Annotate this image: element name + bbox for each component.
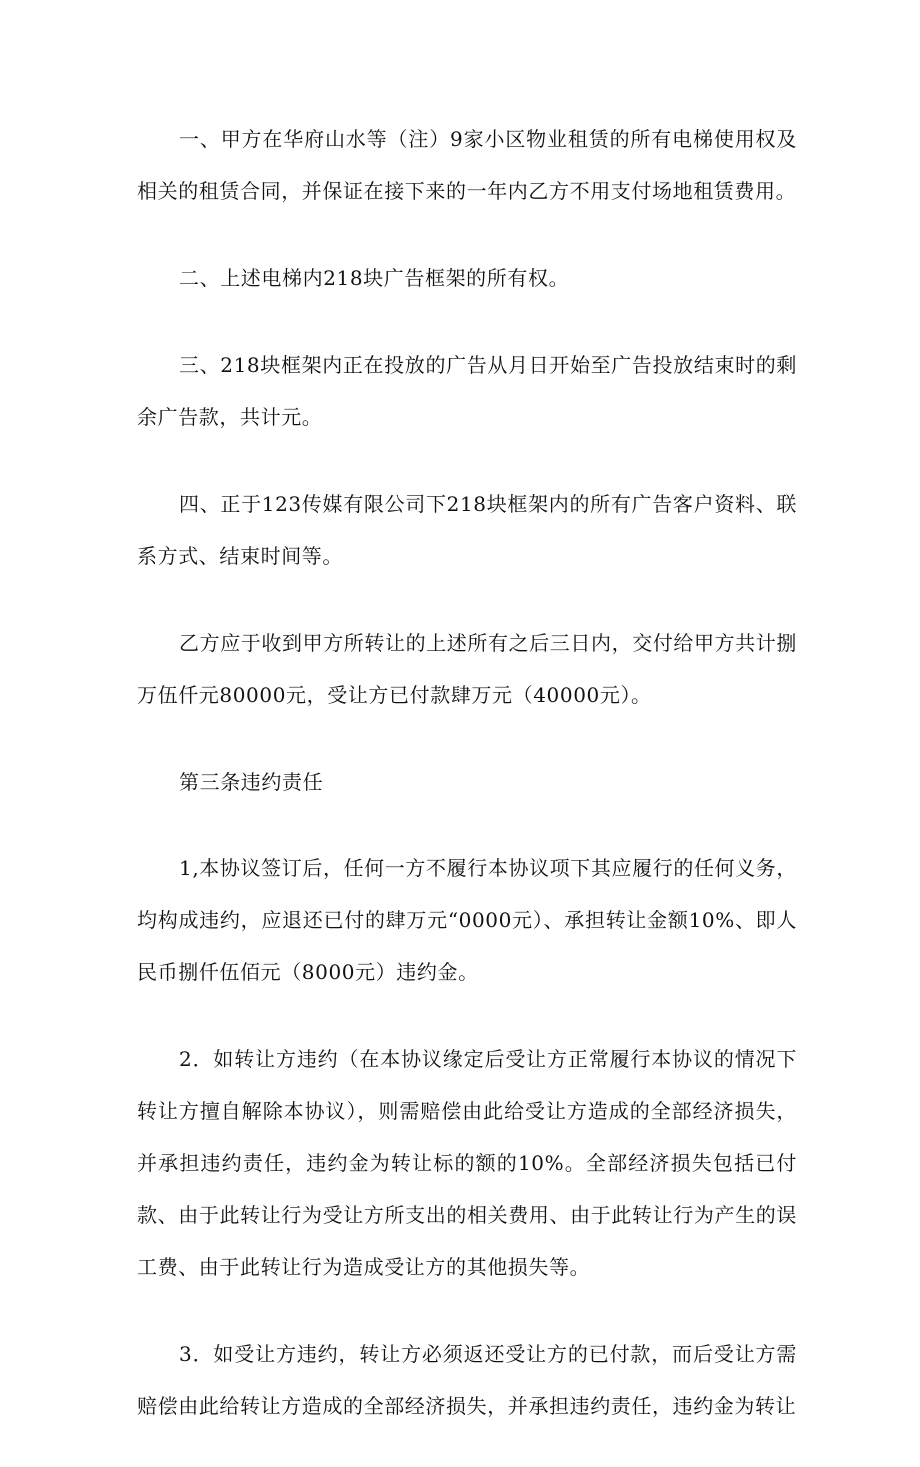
clause-1: 1,本协议签订后，任何一方不履行本协议项下其应履行的任何义务，均构成违约，应退还已付的肆万元“0000元）、承担转让金额10%、即人民币捌仟伍佰元（8000元）违约金。 — [137, 856, 797, 984]
paragraph-item-3: 三、218块框架内正在投放的广告从月日开始至广告投放结束时的剩余广告款，共计元。 — [137, 353, 797, 429]
document-body — [137, 113, 797, 1467]
paragraph-item-2: 二、上述电梯内218块广告框架的所有权。 — [179, 266, 570, 290]
paragraph-item-1: 一、甲方在华府山水等（注）9家小区物业租赁的所有电梯使用权及相关的租赁合同，并保证在接下来的一年内乙方不用支付场地租赁费用。 — [137, 127, 797, 203]
paragraph-item-4: 四、正于123传媒有限公司下218块框架内的所有广告客户资料、联系方式、结束时间等。 — [137, 492, 797, 568]
section-heading-breach: 第三条违约责任 — [179, 770, 324, 794]
clause-3: 3．如受让方违约，转让方必须返还受让方的已付款，而后受让方需赔偿由此给转让方造成的全部经济损失，并承担违约责任，违约金为转让 — [137, 1342, 797, 1418]
paragraph-payment: 乙方应于收到甲方所转让的上述所有之后三日内，交付给甲方共计捌万伍仟元80000元，受让方已付款肆万元（40000元）。 — [137, 631, 797, 707]
clause-2: 2．如转让方违约（在本协议缘定后受让方正常履行本协议的情况下转让方擅自解除本协议），则需赔偿由此给受让方造成的全部经济损失，并承担违约责任，违约金为转让标的额的10%。全部经济损失包括已付款、由于此转让行为受让方所支出的相关费用、由于此转让行为产生的误工费、由于此转让行为造成受让方的其他损失等。 — [137, 1047, 797, 1279]
